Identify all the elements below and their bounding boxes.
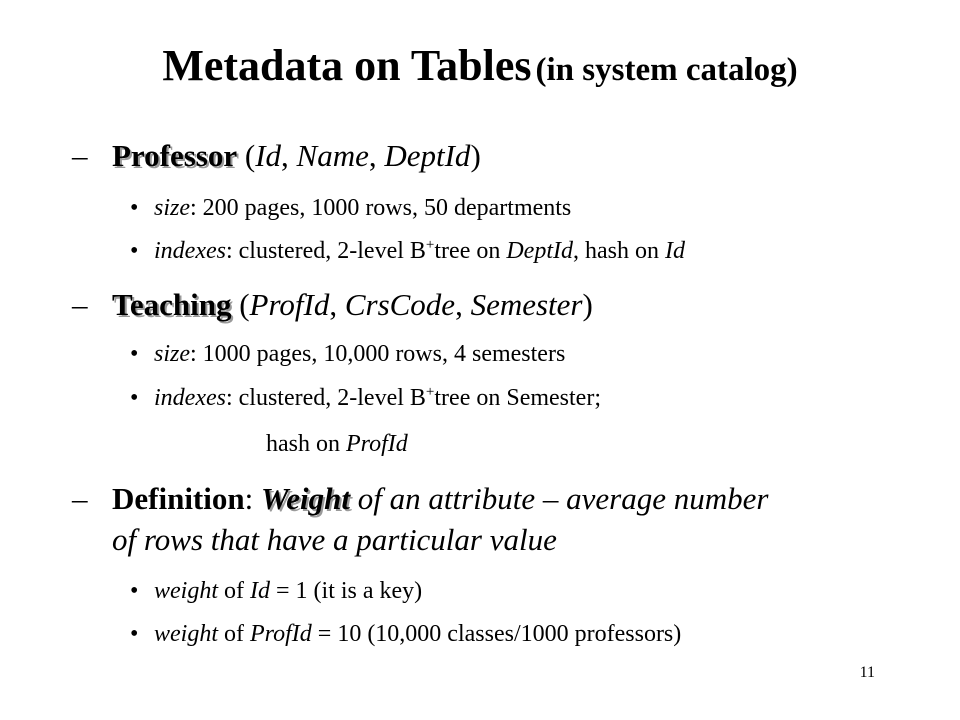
- size-label: size: [154, 195, 190, 221]
- table-name-teaching: Teaching: [112, 287, 232, 322]
- attribute-id: Id: [255, 138, 282, 173]
- attribute-semester: Semester: [470, 287, 583, 322]
- indexes-label: indexes: [154, 385, 226, 411]
- size-label: size: [154, 341, 190, 367]
- attribute-profid: ProfId: [249, 287, 330, 322]
- title-subtitle: (in system catalog): [535, 52, 798, 88]
- definition-line-2: of rows that have a particular value: [112, 522, 557, 557]
- bullet-marker: •: [130, 195, 139, 221]
- dash-marker: –: [72, 481, 88, 516]
- professor-indexes-item: • indexes: clustered, 2-level B+tree on DeptId, hash on Id: [130, 237, 685, 264]
- weight-example-2: • weight of ProfId = 10 (10,000 classes/1000 professors): [130, 621, 682, 647]
- teaching-indexes-continuation: hash on ProfId: [266, 431, 408, 457]
- attribute-crscode: CrsCode: [344, 287, 456, 322]
- teaching-heading: – Teaching (ProfId, CrsCode, Semester): [72, 287, 593, 322]
- indexes-label: indexes: [154, 238, 226, 264]
- professor-heading: – Professor (Id, Name, DeptId): [72, 138, 481, 173]
- definition-label: Definition: [112, 481, 245, 516]
- bullet-marker: •: [130, 238, 139, 264]
- page-number: 11: [859, 664, 875, 681]
- bullet-marker: •: [130, 341, 139, 367]
- size-text: : 1000 pages, 10,000 rows, 4 semesters: [190, 341, 566, 367]
- weight-example-1: • weight of Id = 1 (it is a key): [130, 578, 423, 604]
- teaching-size-item: [130, 341, 565, 368]
- bullet-marker: •: [130, 621, 139, 647]
- dash-marker: –: [72, 287, 88, 322]
- attribute-deptid: DeptId: [384, 138, 471, 173]
- title-main: Metadata on Tables: [162, 41, 532, 90]
- professor-size-item: [130, 195, 571, 222]
- definition-line: – Definition: Weight of an attribute – average number: [72, 481, 769, 516]
- size-text: : 200 pages, 1000 rows, 50 departments: [190, 195, 572, 221]
- dash-marker: –: [72, 138, 88, 173]
- slide-title: [0, 40, 960, 91]
- table-name-professor: Professor: [112, 138, 238, 173]
- bullet-marker: •: [130, 385, 139, 411]
- attribute-name: Name: [296, 138, 369, 173]
- definition-term: Weight: [261, 481, 350, 516]
- bullet-marker: •: [130, 578, 139, 604]
- teaching-indexes-item: • indexes: clustered, 2-level B+tree on Semester;: [130, 384, 601, 411]
